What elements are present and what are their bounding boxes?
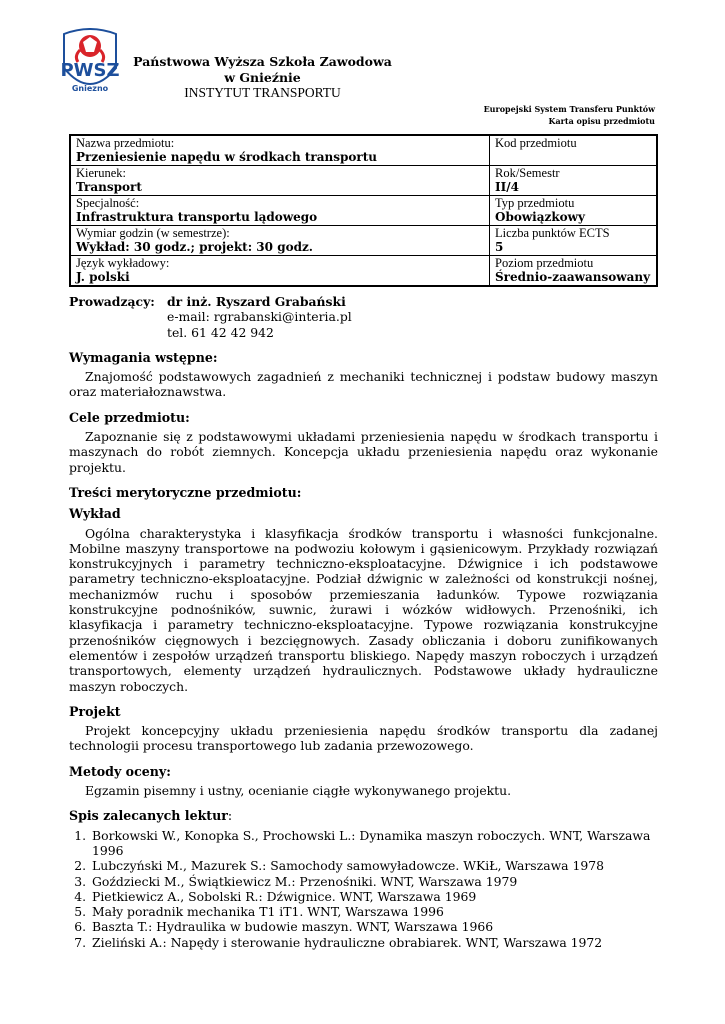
info-value: II/4 xyxy=(495,180,519,194)
course-description xyxy=(69,294,658,950)
info-cell-right xyxy=(490,166,658,196)
info-cell-right xyxy=(490,196,658,226)
card-title: Karta opisu przedmiotu xyxy=(548,116,655,126)
svg-text:Gniezno: Gniezno xyxy=(71,84,109,93)
literature-item: 2. Lubczyński M., Mazurek S.: Samochody samowyładowcze. WKiŁ, Warszawa 1978 xyxy=(90,858,658,873)
literature-list xyxy=(69,828,658,950)
literature-item: 5. Mały poradnik mechanika T1 iT1. WNT, Warszawa 1996 xyxy=(90,904,658,919)
info-cell-left xyxy=(70,135,490,166)
literature-item: 3. Goździecki M., Świątkiewicz M.: Przenośniki. WNT, Warszawa 1979 xyxy=(90,874,658,889)
info-value: Średnio-zaawansowany xyxy=(495,270,651,284)
content-heading: Treści merytoryczne przedmiotu: xyxy=(69,484,302,500)
info-label: Poziom przedmiotu xyxy=(495,256,594,270)
info-cell-left xyxy=(70,196,490,226)
literature-item: 4. Pietkiewicz A., Sobolski R.: Dźwignice. WNT, Warszawa 1969 xyxy=(90,889,658,904)
lecturer-email: e-mail: rgrabanski@interia.pl xyxy=(167,309,352,325)
requirements-text: Znajomość podstawowych zagadnień z mechaniki technicznej i podstaw budowy maszyn oraz materiałoznawstwa. xyxy=(69,369,658,400)
school-name-line2: w Gnieźnie xyxy=(224,70,301,85)
literature-item: 1. Borkowski W., Konopka S., Prochowski L.: Dynamika maszyn roboczych. WNT, Warszawa 1996 xyxy=(90,828,658,859)
lecturer-name: dr inż. Ryszard Grabański xyxy=(167,294,346,309)
info-cell-left xyxy=(70,226,490,256)
literature-heading: Spis zalecanych lektur: xyxy=(69,808,233,824)
ects-header xyxy=(484,103,655,127)
goals-text: Zapoznanie się z podstawowymi układami przeniesienia napędu w środkach transportu i maszynach do robót ziemnych. Koncepcja układu przeniesienia napędu oraz wykonanie projektu. xyxy=(69,429,658,475)
info-value: Obowiązkowy xyxy=(495,210,585,224)
info-label: Wymiar godzin (w semestrze): xyxy=(76,226,230,240)
evaluation-heading: Metody oceny: xyxy=(69,763,171,779)
info-label: Rok/Semestr xyxy=(495,166,560,180)
info-cell-left xyxy=(70,166,490,196)
goals-heading: Cele przedmiotu: xyxy=(69,409,190,425)
info-cell-right xyxy=(490,135,658,166)
info-label: Liczba punktów ECTS xyxy=(495,226,610,240)
info-label: Nazwa przedmiotu: xyxy=(76,136,175,150)
institute-name: INSTYTUT TRANSPORTU xyxy=(184,85,341,100)
ects-title: Europejski System Transferu Punktów xyxy=(483,104,655,114)
info-cell-right xyxy=(490,256,658,287)
info-label: Kod przedmiotu xyxy=(495,136,577,150)
info-value: Infrastruktura transportu lądowego xyxy=(76,210,318,224)
pwsz-logo xyxy=(56,28,124,98)
project-heading: Projekt xyxy=(69,703,121,719)
requirements-heading: Wymagania wstępne: xyxy=(69,349,218,365)
project-text: Projekt koncepcyjny układu przeniesienia napędu środków transportu dla zadanej technologii procesu transportowego lub zadania przewozowego. xyxy=(69,723,658,754)
info-row xyxy=(70,256,657,287)
course-info-table xyxy=(69,134,658,287)
school-name-line1: Państwowa Wyższa Szkoła Zawodowa xyxy=(133,54,392,69)
info-row xyxy=(70,135,657,166)
info-cell-right xyxy=(490,226,658,256)
lecture-text: Ogólna charakterystyka i klasyfikacja środków transportu i własności funkcjonalne. Mobilne maszyny transportowe na podwoziu kołowym i gąsienicowym. Przykłady rozwiązań konstrukcyjnych i parametry techniczno-eksploatacyjne. Dźwignice i ich podstawowe parametry techniczno-eksploatacyjne. Podział dźwignic w zależności od konstrukcji nośnej, mechanizmów ruchu i sposobów przemieszania ładunków. Typowe rozwiązania konstrukcyjne podnośników, suwnic, żurawi i wózków widłowych. Przenośniki, ich klasyfikacja i parametry techniczno-eksploatacyjne. Typowe rozwiązania konstrukcyjne przenośników cięgnowych i bezcięgnowych. Zasady obliczania i doboru zunifikowanych elementów i zespołów urządzeń transportu bliskiego. Napędy maszyn roboczych i urządzeń transportowych, elementy urządzeń hydraulicznych. Podstawowe układy hydrauliczne maszyn roboczych. xyxy=(69,525,658,694)
literature-item: 6. Baszta T.: Hydraulika w budowie maszyn. WNT, Warszawa 1966 xyxy=(90,919,658,934)
info-cell-left xyxy=(70,256,490,287)
svg-text:PWSZ: PWSZ xyxy=(60,60,120,81)
info-label: Typ przedmiotu xyxy=(495,196,575,210)
info-row xyxy=(70,196,657,226)
info-value: Transport xyxy=(76,180,142,194)
info-row xyxy=(70,166,657,196)
lecturer-phone: tel. 61 42 42 942 xyxy=(167,324,274,340)
info-label: Kierunek: xyxy=(76,166,126,180)
info-label: Specjalność: xyxy=(76,196,140,210)
info-value: 5 xyxy=(495,240,504,254)
lecturer-label: Prowadzący: xyxy=(69,294,155,309)
lecturer-row xyxy=(69,294,658,309)
info-value: Wykład: 30 godz.; projekt: 30 godz. xyxy=(76,240,313,254)
literature-item: 7. Zieliński A.: Napędy i sterowanie hydrauliczne obrabiarek. WNT, Warszawa 1972 xyxy=(90,935,658,950)
info-label: Język wykładowy: xyxy=(76,256,170,270)
evaluation-text: Egzamin pisemny i ustny, ocenianie ciągłe wykonywanego projektu. xyxy=(85,783,512,799)
info-row xyxy=(70,226,657,256)
lecture-heading: Wykład xyxy=(69,506,121,522)
info-value: Przeniesienie napędu w środkach transportu xyxy=(76,150,377,164)
info-value: J. polski xyxy=(76,270,130,284)
